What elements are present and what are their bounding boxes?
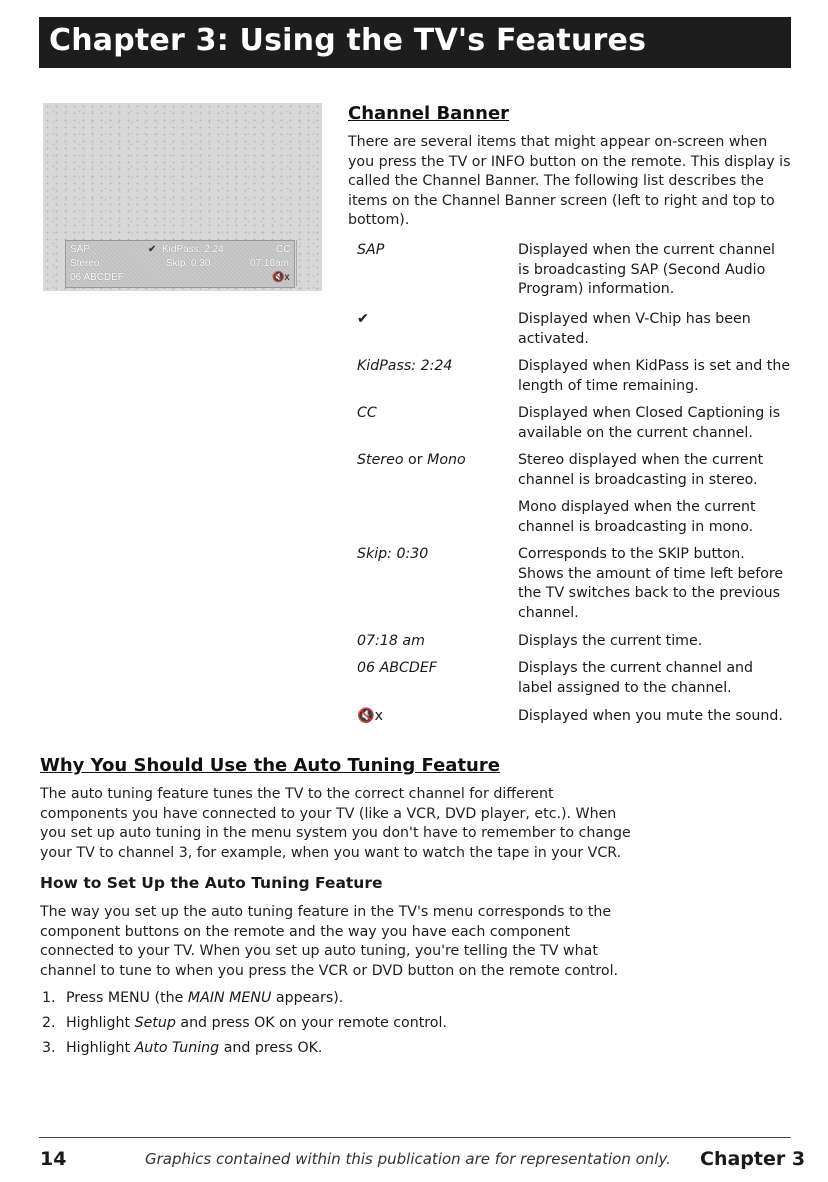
mute-icon: 🔇x (357, 708, 384, 724)
desc-line: Shows the amount of time left before (518, 565, 784, 582)
step-text: Highlight (66, 1040, 135, 1056)
intro-line: you press the TV or INFO button on the remote. This display is (348, 153, 791, 170)
step-number: 3. (42, 1040, 56, 1056)
step-text: and press OK on your remote control. (175, 1015, 447, 1031)
desc-kidpass (518, 357, 793, 396)
desc-line: Stereo displayed when the current (518, 452, 764, 468)
intro-line: There are several items that might appear on-screen when (348, 134, 768, 150)
step-text: appears). (271, 990, 344, 1006)
term-channel: 06 ABCDEF (357, 660, 437, 676)
auto-tuning-heading: Why You Should Use the Auto Tuning Feature (40, 755, 500, 776)
term-sap: SAP (357, 242, 385, 258)
para-line: The way you set up the auto tuning feature in the TV's menu corresponds to the (40, 904, 612, 920)
banner-kidpass: KidPass: 2:24 (162, 244, 224, 255)
channel-banner-graphic (65, 240, 295, 288)
desc-line: Mono displayed when the current (518, 499, 756, 515)
desc-skip (518, 545, 793, 623)
step-2 (42, 1014, 447, 1034)
step-text: and press OK. (219, 1040, 323, 1056)
para-line: component buttons on the remote and the way you have each component (40, 923, 571, 940)
tv-screen-image (43, 103, 322, 291)
banner-stereo: Stereo (70, 258, 100, 269)
para-line: The auto tuning feature tunes the TV to the correct channel for different (40, 786, 554, 802)
step-emphasis: Setup (134, 1015, 176, 1031)
banner-cc: CC (276, 244, 291, 255)
vchip-icon: ✔ (357, 311, 369, 327)
desc-line: Displays the current time. (518, 633, 703, 649)
desc-mono (518, 498, 793, 537)
step-text: Press MENU (the (66, 990, 188, 1006)
footer-divider (39, 1137, 791, 1138)
desc-line: channel is broadcasting in stereo. (518, 471, 758, 488)
banner-time: 07:18am (250, 258, 289, 269)
step-emphasis: MAIN MENU (187, 990, 272, 1006)
screen-edge-divider (296, 240, 311, 286)
para-line: your TV to channel 3, for example, when you want to watch the tape in your VCR. (40, 844, 622, 861)
desc-line: Displayed when you mute the sound. (518, 708, 783, 724)
para-line: channel to tune to when you press the VCR or DVD button on the remote control. (40, 962, 619, 979)
desc-line: is broadcasting SAP (Second Audio (518, 261, 766, 278)
term-kidpass: KidPass: 2:24 (357, 358, 453, 374)
desc-time (518, 632, 793, 652)
desc-stereo (518, 451, 793, 490)
desc-line: Displayed when KidPass is set and the (518, 358, 791, 374)
term-time: 07:18 am (357, 633, 425, 649)
step-emphasis: Auto Tuning (134, 1040, 220, 1056)
desc-line: activated. (518, 330, 589, 347)
desc-vchip (518, 310, 793, 349)
desc-line: Program) information. (518, 281, 675, 298)
para-line: components you have connected to your TV (like a VCR, DVD player, etc.). When (40, 805, 617, 822)
desc-line: channel. (518, 604, 579, 621)
step-number: 1. (42, 990, 56, 1006)
footer-chapter: Chapter 3 (700, 1148, 806, 1170)
step-1 (42, 989, 343, 1009)
setup-paragraph (40, 903, 800, 981)
desc-line: Displays the current channel and (518, 660, 754, 676)
intro-line: items on the Channel Banner screen (left to right and top to (348, 192, 775, 209)
channel-banner-intro (348, 133, 793, 231)
chapter-header-bar (39, 17, 791, 68)
term-stereo: Stereo (357, 452, 404, 468)
desc-line: Displayed when Closed Captioning is (518, 405, 781, 421)
intro-line: called the Channel Banner. The following list describes the (348, 173, 765, 190)
auto-tuning-paragraph (40, 785, 800, 863)
desc-line: length of time remaining. (518, 377, 699, 394)
term-stereo-mono (357, 451, 466, 471)
desc-sap (518, 241, 793, 300)
desc-line: Displayed when the current channel (518, 242, 775, 258)
setup-auto-tuning-heading: How to Set Up the Auto Tuning Feature (40, 874, 383, 892)
desc-channel (518, 659, 793, 698)
footer-note: Graphics contained within this publication are for representation only. (145, 1150, 671, 1168)
page-number: 14 (40, 1148, 67, 1170)
channel-banner-heading: Channel Banner (348, 103, 510, 124)
desc-line: channel is broadcasting in mono. (518, 518, 754, 535)
term-cc: CC (357, 405, 377, 421)
intro-line: bottom). (348, 212, 410, 229)
desc-line: the TV switches back to the previous (518, 585, 781, 602)
desc-cc (518, 404, 793, 443)
term-skip: Skip: 0:30 (357, 546, 429, 562)
desc-line: available on the current channel. (518, 424, 753, 441)
term-or: or (403, 452, 428, 468)
vchip-icon: ✔ (148, 244, 157, 255)
step-text: Highlight (66, 1015, 135, 1031)
para-line: you set up auto tuning in the menu system you don't have to remember to change (40, 825, 631, 842)
term-mono: Mono (427, 452, 466, 468)
banner-sap: SAP (70, 244, 91, 255)
step-number: 2. (42, 1015, 56, 1031)
desc-line: Displayed when V-Chip has been (518, 311, 751, 327)
banner-channel: 06 ABCDEF (70, 272, 124, 283)
desc-mute (518, 707, 793, 727)
mute-icon: 🔇x (272, 272, 290, 283)
para-line: connected to your TV. When you set up auto tuning, you're telling the TV what (40, 943, 598, 960)
desc-line: label assigned to the channel. (518, 679, 732, 696)
desc-line: Corresponds to the SKIP button. (518, 546, 745, 562)
banner-skip: Skip: 0:30 (166, 258, 211, 269)
chapter-title: Chapter 3: Using the TV's Features (49, 23, 647, 58)
step-3 (42, 1039, 322, 1059)
